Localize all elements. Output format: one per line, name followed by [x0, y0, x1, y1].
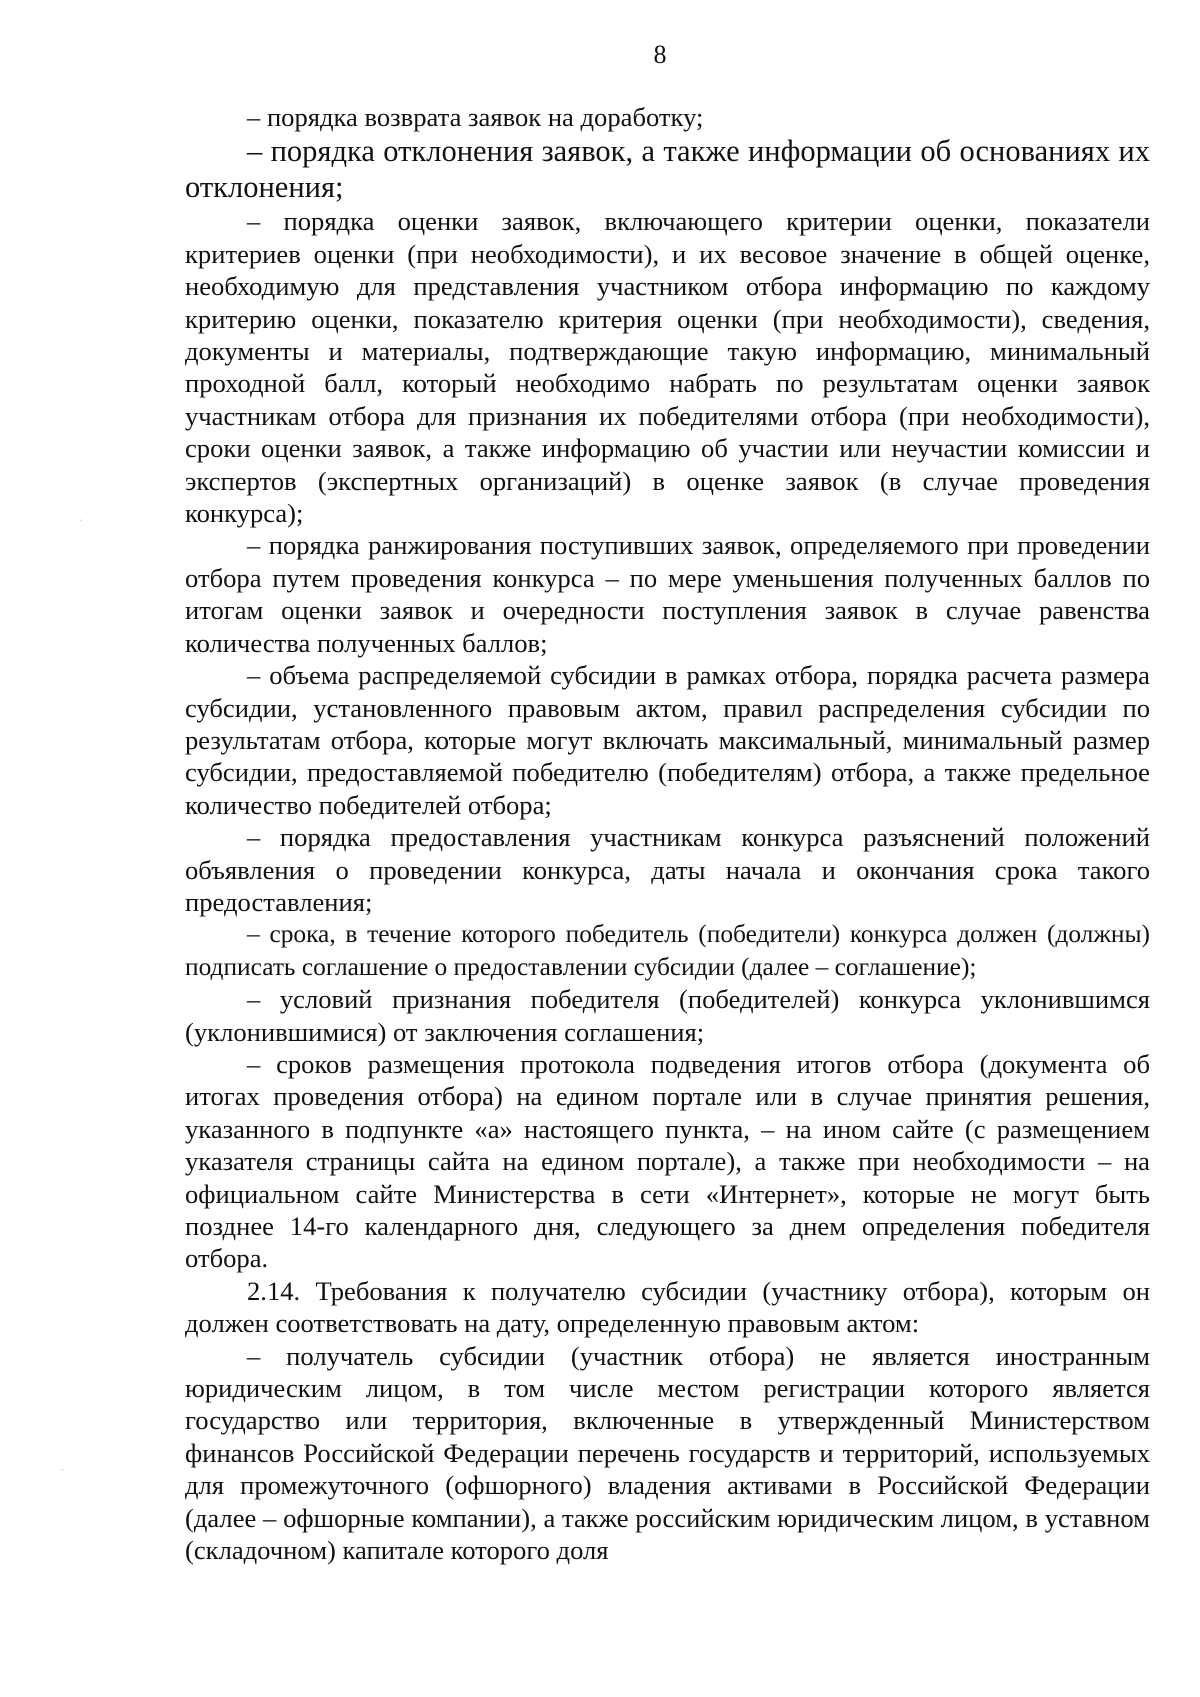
paragraph-subsidy-volume: – объема распределяемой субсидии в рамках отбора, порядка расчета размера субсидии, установленного правовым актом, правил распределения субсидии по результатам отбора, которые могут включать максимальный, минимальный размер субсидии, предоставляемой победителю (победителям) отбора, а также предельное количество победителей отбора; [185, 660, 1150, 820]
paragraph-ranking-procedure: – порядка ранжирования поступивших заявок, определяемого при проведении отбора путем проведения конкурса – по мере уменьшения полученных баллов по итогам оценки заявок и очередности поступления заявок в случае равенства количества полученных баллов; [185, 530, 1150, 658]
paragraph-return-procedure: – порядка возврата заявок на доработку; [247, 102, 704, 132]
scan-margin-mark: · [78, 514, 83, 529]
paragraph-clarifications: – порядка предоставления участникам конкурса разъяснений положений объявления о проведении конкурса, даты начала и окончания срока такого предоставления; [185, 822, 1150, 917]
paragraph-signing-deadline: – срока, в течение которого победитель (победители) конкурса должен (должны) подписать соглашение о предоставлении субсидии (далее – соглашение); [185, 920, 1150, 981]
scan-margin-mark: · [60, 1464, 65, 1479]
paragraph-section-2-14: 2.14. Требования к получателю субсидии (участнику отбора), которым он должен соответствовать на дату, определенную правовым актом: [185, 1275, 1150, 1339]
paragraph-protocol-deadlines: – сроков размещения протокола подведения итогов отбора (документа об итогах проведения отбора) на едином портале или в случае принятия решения, указанного в подпункте «а» настоящего пункта, – на ином сайте (с размещением указателя страницы сайта на едином портале), а также при необходимости – на официальном сайте Министерства в сети «Интернет», которые не могут быть позднее 14-го календарного дня, следующего за днем определения победителя отбора. [185, 1048, 1150, 1274]
paragraph-evasion-conditions: – условий признания победителя (победителей) конкурса уклонившимся (уклонившимися) от заключения соглашения; [185, 984, 1150, 1047]
paragraph-rejection-procedure: – порядка отклонения заявок, а также информации об основаниях их отклонения; [185, 134, 1150, 205]
page-number: 8 [653, 40, 667, 69]
document-body [185, 101, 1150, 1566]
paragraph-recipient-requirements: – получатель субсидии (участник отбора) не является иностранным юридическим лицом, в том числе местом регистрации которого является государство или территория, включенные в утвержденный Министерством финансов Российской Федерации перечень государств и территорий, используемых для промежуточного (офшорного) владения активами в Российской Федерации (далее – офшорные компании), а также российским юридическим лицом, в уставном (складочном) капитале которого доля [185, 1340, 1150, 1566]
paragraph-evaluation-procedure: – порядка оценки заявок, включающего критерии оценки, показатели критериев оценки (при необходимости), и их весовое значение в общей оценке, необходимую для представления участником отбора информацию по каждому критерию оценки, показателю критерия оценки (при необходимости), сведения, документы и материалы, подтверждающие такую информацию, минимальный проходной балл, который необходимо набрать по результатам оценки заявок участникам отбора для признания их победителями отбора (при необходимости), сроки оценки заявок, а также информацию об участии или неучастии комиссии и экспертов (экспертных организаций) в оценке заявок (в случае проведения конкурса); [185, 206, 1150, 529]
